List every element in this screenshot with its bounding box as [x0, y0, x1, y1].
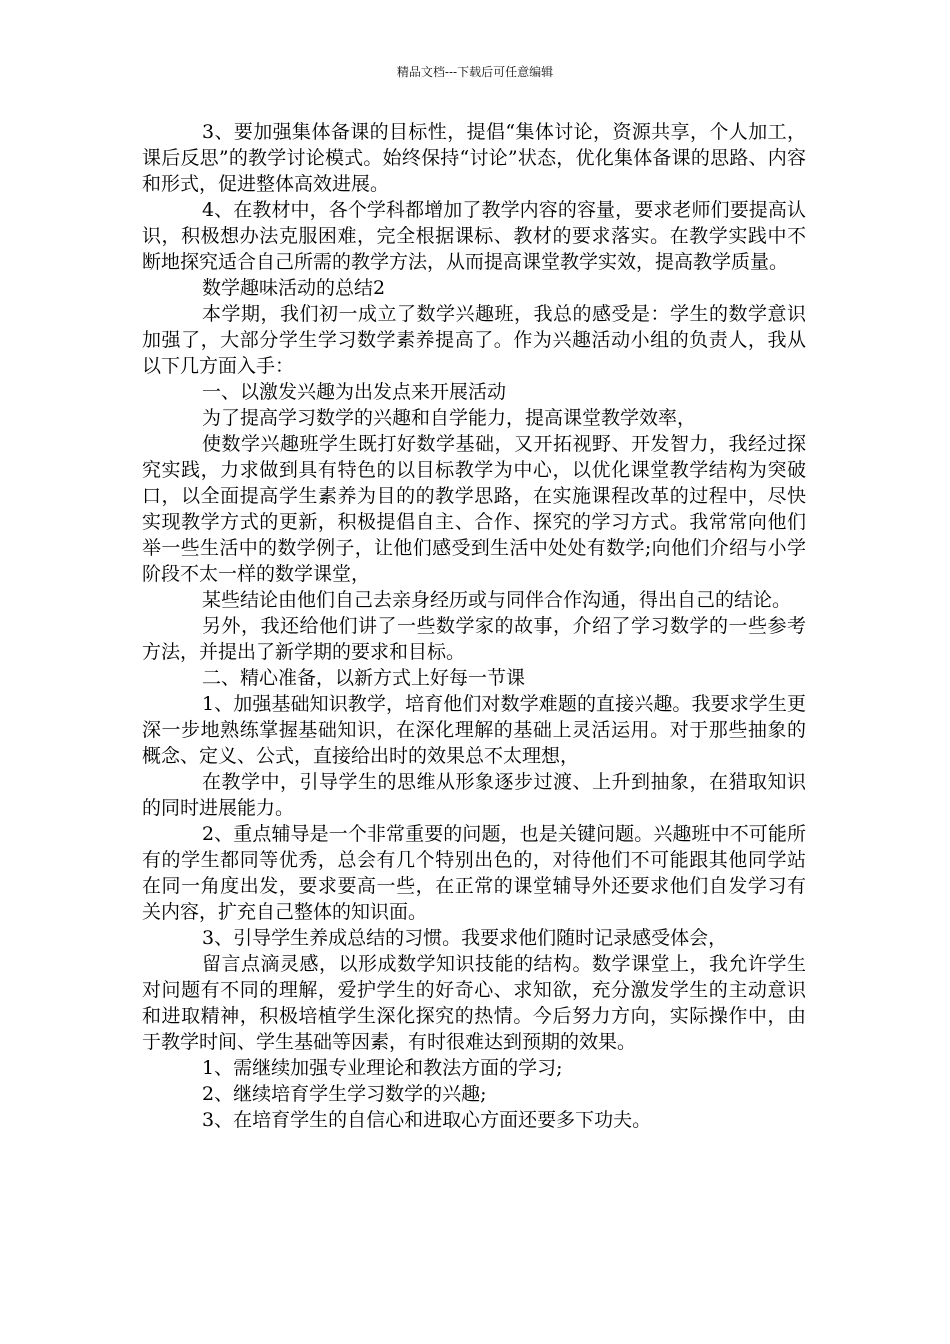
section-title: 数学趣味活动的总结2 — [202, 277, 386, 299]
paragraph: 本学期，我们初一成立了数学兴趣班，我总的感受是：学生的数学意识加强了，大部分学生学习数学素养提高了。作为兴趣活动小组的负责人，我从以下几方面入手： — [142, 303, 806, 377]
paragraph: 3、要加强集体备课的目标性，提倡“集体讨论，资源共享，个人加工，课后反思”的教学讨论模式。始终保持“讨论”状态，优化集体备课的思路、内容和形式，促进整体高效进展。 — [142, 121, 806, 195]
paragraph: 在教学中，引导学生的思维从形象逐步过渡、上升到抽象，在猎取知识的同时进展能力。 — [142, 771, 806, 819]
document-body — [142, 119, 806, 1133]
paragraph: 另外，我还给他们讲了一些数学家的故事，介绍了学习数学的一些参考方法，并提出了新学期的要求和目标。 — [142, 615, 806, 663]
list-item: 2、继续培育学生学习数学的兴趣; — [202, 1083, 487, 1105]
paragraph: 4、在教材中，各个学科都增加了教学内容的容量，要求老师们要提高认识，积极想办法克服困难，完全根据课标、教材的要求落实。在教学实践中不断地探究适合自己所需的教学方法，从而提高课堂教学实效，提高教学质量。 — [142, 199, 806, 273]
section-heading: 二、精心准备，以新方式上好每一节课 — [202, 667, 526, 689]
paragraph: 某些结论由他们自己去亲身经历或与同伴合作沟通，得出自己的结论。 — [202, 589, 792, 611]
list-item: 1、需继续加强专业理论和教法方面的学习; — [202, 1057, 563, 1079]
paragraph: 1、加强基础知识教学，培育他们对数学难题的直接兴趣。我要求学生更深一步地熟练掌握基础知识，在深化理解的基础上灵活运用。对于那些抽象的概念、定义、公式，直接给出时的效果总不太理想， — [142, 693, 806, 767]
paragraph: 使数学兴趣班学生既打好数学基础，又开拓视野、开发智力，我经过探究实践，力求做到具有特色的以目标教学为中心，以优化课堂教学结构为突破口，以全面提高学生素养为目的的教学思路，在实施课程改革的过程中，尽快实现教学方式的更新，积极提倡自主、合作、探究的学习方式。我常常向他们举一些生活中的数学例子，让他们感受到生活中处处有数学;向他们介绍与小学阶段不太一样的数学课堂， — [142, 433, 806, 585]
paragraph: 留言点滴灵感，以形成数学知识技能的结构。数学课堂上，我允许学生对问题有不同的理解，爱护学生的好奇心、求知欲，充分激发学生的主动意识和进取精神，积极培植学生深化探究的热情。今后努力方向，实际操作中，由于教学时间、学生基础等因素，有时很难达到预期的效果。 — [142, 953, 806, 1053]
paragraph: 3、引导学生养成总结的习惯。我要求他们随时记录感受体会， — [202, 927, 728, 949]
paragraph: 2、重点辅导是一个非常重要的问题，也是关键问题。兴趣班中不可能所有的学生都同等优秀，总会有几个特别出色的，对待他们不可能跟其他同学站在同一角度出发，要求要高一些，在正常的课堂辅导外还要求他们自发学习有关内容，扩充自己整体的知识面。 — [142, 823, 806, 923]
page-header: 精品文档---下载后可任意编辑 — [396, 65, 554, 79]
section-heading: 一、以激发兴趣为出发点来开展活动 — [202, 381, 507, 403]
paragraph: 为了提高学习数学的兴趣和自学能力，提高课堂教学效率， — [202, 407, 697, 429]
list-item: 3、在培育学生的自信心和进取心方面还要多下功夫。 — [202, 1109, 652, 1131]
